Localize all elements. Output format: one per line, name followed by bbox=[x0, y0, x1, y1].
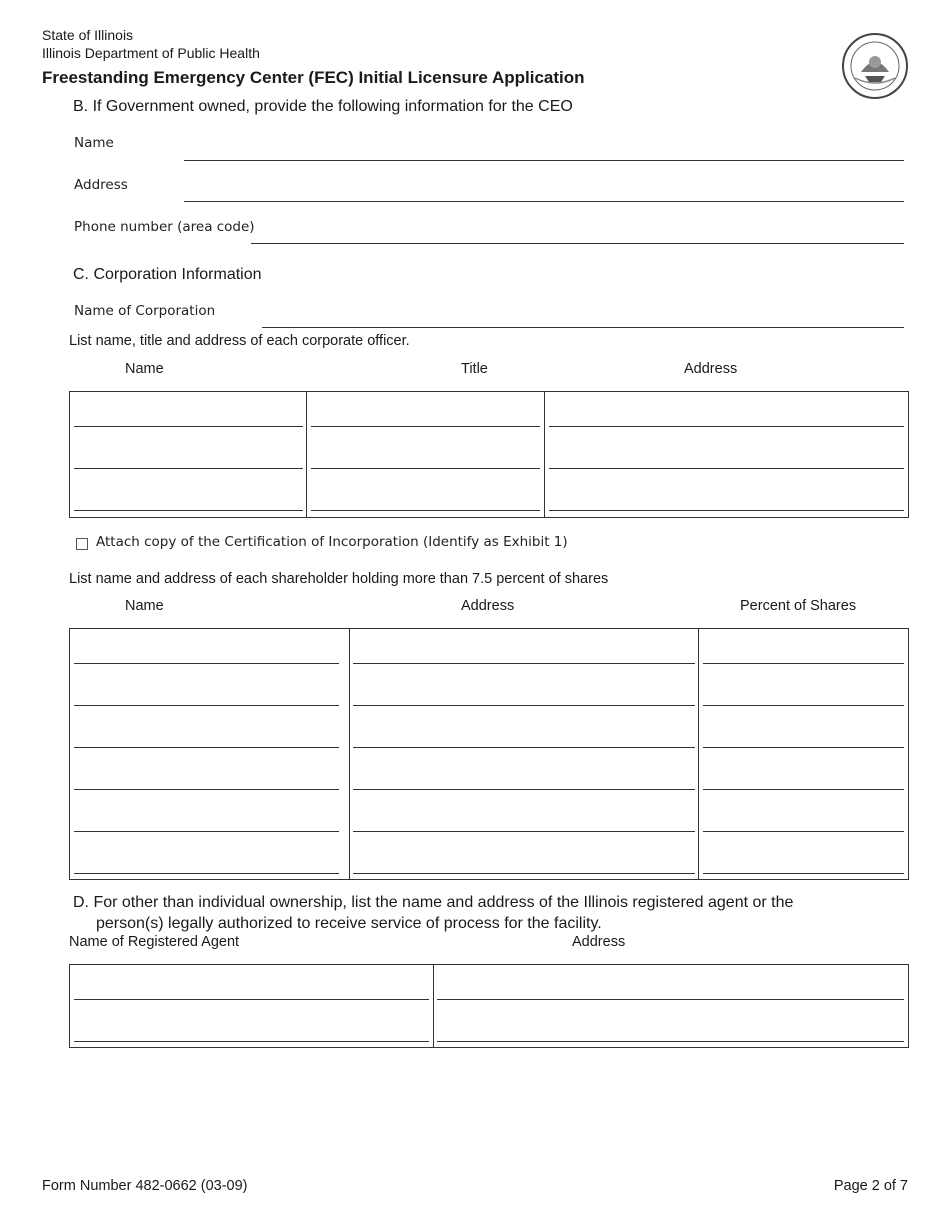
agent-col-name: Name of Registered Agent bbox=[69, 934, 240, 950]
shareholder-name-field[interactable] bbox=[74, 873, 339, 874]
corp-name-label: Name of Corporation bbox=[74, 303, 216, 319]
shareholders-divider bbox=[349, 628, 350, 880]
shareholders-table bbox=[69, 628, 909, 880]
shareholder-address-field[interactable] bbox=[353, 831, 695, 832]
agent-col-address: Address bbox=[572, 934, 626, 950]
ceo-phone-field[interactable] bbox=[251, 243, 904, 244]
officers-instruction: List name, title and address of each corporate officer. bbox=[69, 333, 410, 349]
officer-address-field[interactable] bbox=[549, 468, 904, 469]
agent-table bbox=[69, 964, 909, 1048]
officers-divider bbox=[544, 391, 545, 518]
shareholder-name-field[interactable] bbox=[74, 831, 339, 832]
officer-name-field[interactable] bbox=[74, 468, 303, 469]
shareholders-divider bbox=[698, 628, 699, 880]
shareholder-percent-field[interactable] bbox=[703, 831, 904, 832]
shareholder-percent-field[interactable] bbox=[703, 663, 904, 664]
section-d-heading-cont: person(s) legally authorized to receive service of process for the facility. bbox=[96, 915, 602, 932]
shareholder-address-field[interactable] bbox=[353, 705, 695, 706]
state-name: State of Illinois bbox=[42, 27, 134, 43]
ceo-address-label: Address bbox=[74, 177, 128, 193]
shareholder-percent-field[interactable] bbox=[703, 789, 904, 790]
officers-col-title: Title bbox=[461, 361, 488, 377]
section-c-heading: C. Corporation Information bbox=[73, 266, 262, 283]
section-b-heading: B. If Government owned, provide the following information for the CEO bbox=[73, 98, 573, 115]
ceo-name-label: Name bbox=[74, 135, 114, 151]
shareholders-col-percent: Percent of Shares bbox=[740, 598, 857, 614]
ceo-phone-label: Phone number (area code) bbox=[74, 219, 255, 235]
seal-date bbox=[846, 102, 906, 103]
shareholder-percent-field[interactable] bbox=[703, 705, 904, 706]
officers-table bbox=[69, 391, 909, 518]
officer-address-field[interactable] bbox=[549, 426, 904, 427]
section-d-heading: D. For other than individual ownership, list the name and address of the Illinois registered agent or the bbox=[73, 894, 794, 911]
shareholder-name-field[interactable] bbox=[74, 705, 339, 706]
department-name: Illinois Department of Public Health bbox=[42, 45, 260, 61]
agent-address-field[interactable] bbox=[437, 999, 904, 1000]
agent-address-field[interactable] bbox=[437, 1041, 904, 1042]
attach-certification-label: Attach copy of the Certification of Incorporation (Identify as Exhibit 1) bbox=[96, 534, 568, 550]
shareholder-percent-field[interactable] bbox=[703, 747, 904, 748]
agent-name-field[interactable] bbox=[74, 1041, 429, 1042]
officer-name-field[interactable] bbox=[74, 426, 303, 427]
officer-title-field[interactable] bbox=[311, 468, 540, 469]
attach-certification-checkbox[interactable] bbox=[76, 538, 88, 550]
page-number: Page 2 of 7 bbox=[833, 1178, 908, 1194]
officer-address-field[interactable] bbox=[549, 510, 904, 511]
shareholder-name-field[interactable] bbox=[74, 789, 339, 790]
page-title: Freestanding Emergency Center (FEC) Initial Licensure Application bbox=[42, 68, 585, 87]
shareholder-name-field[interactable] bbox=[74, 663, 339, 664]
shareholders-instruction: List name and address of each shareholder holding more than 7.5 percent of shares bbox=[69, 571, 609, 587]
shareholder-address-field[interactable] bbox=[353, 747, 695, 748]
shareholder-address-field[interactable] bbox=[353, 663, 695, 664]
shareholder-address-field[interactable] bbox=[353, 873, 695, 874]
corp-name-field[interactable] bbox=[262, 327, 904, 328]
shareholders-col-name: Name bbox=[125, 598, 164, 614]
officers-col-name: Name bbox=[125, 361, 164, 377]
officer-name-field[interactable] bbox=[74, 510, 303, 511]
shareholders-col-address: Address bbox=[461, 598, 515, 614]
ceo-address-field[interactable] bbox=[184, 201, 904, 202]
agent-name-field[interactable] bbox=[74, 999, 429, 1000]
shareholder-name-field[interactable] bbox=[74, 747, 339, 748]
seal-text bbox=[846, 100, 906, 101]
agent-divider bbox=[433, 964, 434, 1048]
ceo-name-field[interactable] bbox=[184, 160, 904, 161]
officer-title-field[interactable] bbox=[311, 510, 540, 511]
form-number: Form Number 482-0662 (03-09) bbox=[42, 1178, 248, 1194]
state-seal-icon bbox=[841, 32, 909, 100]
shareholder-percent-field[interactable] bbox=[703, 873, 904, 874]
officer-title-field[interactable] bbox=[311, 426, 540, 427]
officers-col-address: Address bbox=[684, 361, 738, 377]
shareholder-address-field[interactable] bbox=[353, 789, 695, 790]
officers-divider bbox=[306, 391, 307, 518]
